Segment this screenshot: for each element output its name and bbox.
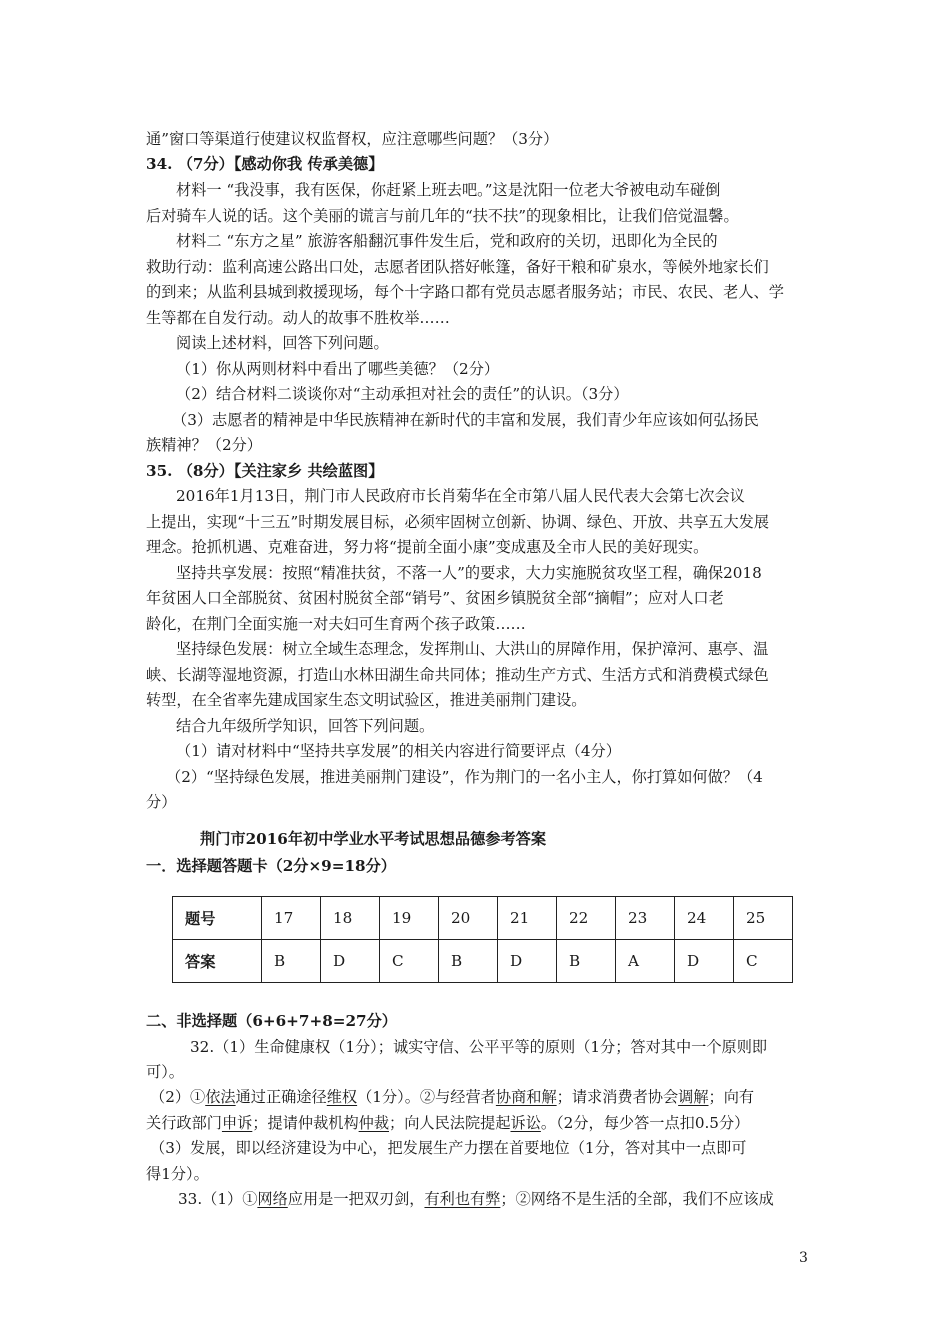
text-span: （1分）。②与经营者 [357,1088,496,1106]
text-span: 关行政部门 [146,1114,222,1132]
q34-sub2: （2）结合材料二谈谈你对“主动承担对社会的责任”的认识。（3分） [176,385,629,403]
table-cell: 21 [498,897,557,940]
table-cell: 22 [557,897,616,940]
table-cell: D [321,940,380,983]
q35-intro-line2: 上提出，实现“十三五”时期发展目标，必须牢固树立创新、协调、绿色、开放、共享五大发展 [146,513,770,531]
keyword: 调解 [678,1088,709,1106]
q34-sub3-line2: 族精神？（2分） [146,436,262,454]
page-number: 3 [799,1250,808,1266]
a33-line1 [178,1186,842,1212]
answer-title: 荆门市2016年初中学业水平考试思想品德参考答案 [200,830,547,848]
q35-sub2-line1: （2）“坚持绿色发展，推进美丽荆门建设”，作为荆门的一名小主人，你打算如何做？（4 [166,768,763,786]
q34-material2-line4: 生等都在自发行动。动人的故事不胜枚举…… [146,309,450,327]
text-span: 通过正确途径 [235,1088,327,1106]
table-cell: 19 [380,897,439,940]
q34-material2-line3: 的到来；从监利县城到救援现场，每个十字路口都有党员志愿者服务站；市民、农民、老人、学 [146,283,784,301]
q35-sub2-line2: 分） [146,793,177,811]
text-span: 。（2分，每少答一点扣0.5分） [540,1114,750,1132]
keyword: 仲裁 [358,1114,389,1132]
keyword: 维权 [326,1088,358,1106]
q35-shared-line2: 年贫困人口全部脱贫、贫困村脱贫全部“销号”、贫困乡镇脱贫全部“摘帽”；应对人口老 [146,589,724,607]
text-span: ；提请仲裁机构 [252,1114,359,1132]
table-cell: 20 [439,897,498,940]
table-cell: D [498,940,557,983]
section1-title: 一．选择题答题卡（2分×9=18分） [146,857,396,875]
table-cell: A [616,940,675,983]
q35-instruction: 结合九年级所学知识，回答下列问题。 [176,717,435,735]
text-span: 应用是一把双刃剑， [287,1190,425,1208]
q34-material1-line2: 后对骑车人说的话。这个美丽的谎言与前几年的“扶不扶”的现象相比，让我们倍觉温馨。 [146,207,739,225]
q34-heading: 34. （7分）【感动你我 传承美德】 [146,155,384,173]
row-head-number: 题号 [173,897,262,940]
text-span: ；向人民法院提起 [389,1114,511,1132]
q34-sub1: （1）你从两则材料中看出了哪些美德？（2分） [176,360,500,378]
keyword: 有利也有弊 [424,1190,501,1208]
a32-1-line1: 32.（1）生命健康权（1分）；诚实守信、公平平等的原则（1分；答对其中一个原则即 [190,1038,768,1056]
a32-3-line2: 得1分）。 [146,1165,209,1183]
table-cell: B [262,940,321,983]
table-cell: 23 [616,897,675,940]
q35-shared-line3: 龄化，在荆门全面实施一对夫妇可生育两个孩子政策…… [146,615,526,633]
table-cell: D [675,940,734,983]
table-row [173,940,793,983]
q35-green-line2: 峡、长湖等湿地资源，打造山水林田湖生命共同体；推动生产方式、生活方式和消费模式绿色 [146,666,769,684]
q34-material2-line2: 救助行动：监利高速公路出口处，志愿者团队搭好帐篷，备好干粮和矿泉水，等候外地家长们 [146,258,769,276]
keyword: 诉讼 [510,1114,541,1132]
table-cell: 18 [321,897,380,940]
text-span: ；向有 [708,1088,755,1106]
q35-green-line1: 坚持绿色发展：树立全域生态理念，发挥荆山、大洪山的屏障作用，保护漳河、惠亭、温 [176,640,769,658]
table-cell: 17 [262,897,321,940]
q35-green-line3: 转型，在全省率先建成国家生态文明试验区，推进美丽荆门建设。 [146,691,587,709]
table-cell: B [557,940,616,983]
keyword: 申诉 [221,1114,253,1132]
q35-sub1: （1）请对材料中“坚持共享发展”的相关内容进行简要评点（4分） [176,742,621,760]
text-span: （2）① [150,1088,206,1106]
q34-material1-line1: 材料一 “我没事，我有医保，你赶紧上班去吧。”这是沈阳一位老大爷被电动车碰倒 [176,181,721,199]
section2-title: 二、非选择题（6+6+7+8=27分） [146,1012,397,1030]
a32-3-line1: （3）发展，即以经济建设为中心，把发展生产力摆在首要地位（1分，答对其中一点即可 [150,1139,747,1157]
table-cell: C [380,940,439,983]
a32-2-line1 [150,1084,814,1110]
table-cell: C [734,940,793,983]
q35-shared-line1: 坚持共享发展：按照“精准扶贫，不落一人”的要求，大力实施脱贫攻坚工程，确保2018 [176,564,762,582]
a32-1-line2: 可）。 [146,1063,184,1081]
q35-intro-line1: 2016年1月13日，荆门市人民政府市长肖菊华在全市第八届人民代表大会第七次会议 [176,487,745,505]
row-head-answer: 答案 [173,940,262,983]
q35-intro-line3: 理念。抢抓机遇、克难奋进，努力将“提前全面小康”变成惠及全市人民的美好现实。 [146,538,709,556]
table-cell: 25 [734,897,793,940]
text-span: ；请求消费者协会 [556,1088,679,1106]
keyword: 协商和解 [495,1088,557,1106]
q34-material2-line1: 材料二 “东方之星” 旅游客船翻沉事件发生后，党和政府的关切，迅即化为全民的 [176,232,718,250]
q35-heading: 35. （8分）【关注家乡 共绘蓝图】 [146,462,384,480]
table-row [173,897,793,940]
text-span: ；②网络不是生活的全部，我们不应该成 [500,1190,774,1208]
keyword: 网络 [257,1190,288,1208]
text-span: 33.（1）① [178,1190,258,1208]
q33-tail: 通”窗口等渠道行使建议权监督权，应注意哪些问题？（3分） [146,130,559,148]
q34-sub3-line1: （3）志愿者的精神是中华民族精神在新时代的丰富和发展，我们青少年应该如何弘扬民 [172,411,759,429]
a32-2-line2 [146,1110,810,1136]
q34-instruction: 阅读上述材料，回答下列问题。 [176,334,389,352]
table-cell: B [439,940,498,983]
table-cell: 24 [675,897,734,940]
keyword: 依法 [205,1088,236,1106]
answer-table [172,896,793,983]
